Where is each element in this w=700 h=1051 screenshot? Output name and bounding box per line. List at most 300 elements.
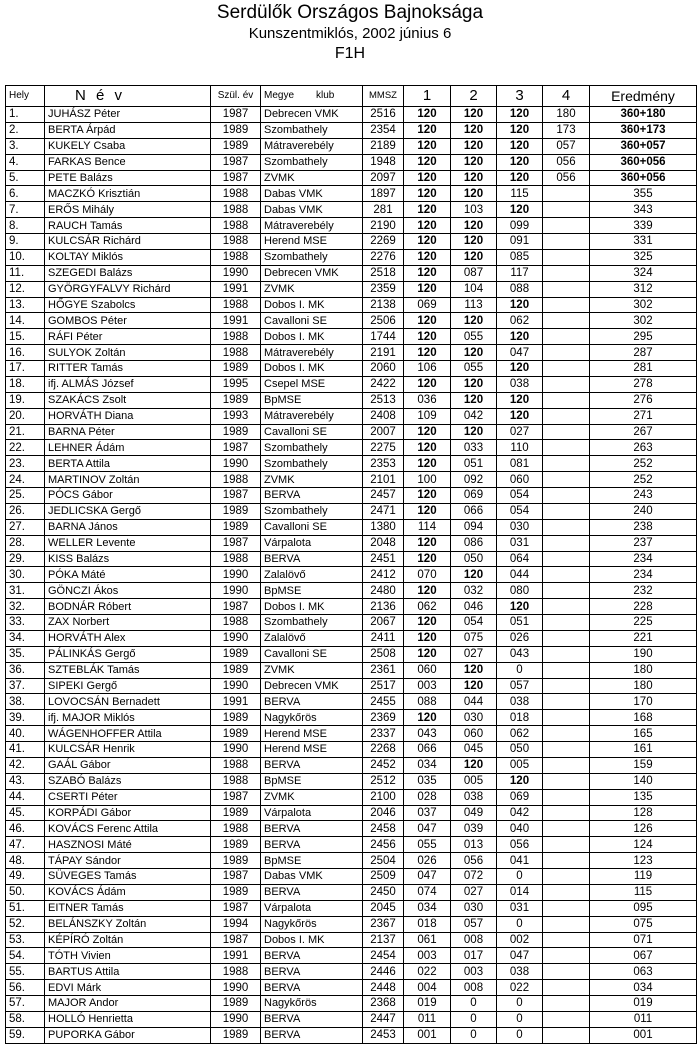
result-cell: 071 [590,932,697,948]
name-cell: HASZNOSI Máté [45,837,211,853]
club-cell: Debrecen VMK [261,678,363,694]
mmsz-cell: 2369 [363,710,404,726]
col-header-szul-ev: Szül. év [211,86,261,107]
round-1-cell: 120 [404,710,451,726]
round-4-cell [543,297,590,313]
round-1-cell: 018 [404,916,451,932]
table-row [6,964,697,980]
round-3-cell: 0 [497,996,543,1012]
round-2-cell: 120 [451,345,497,361]
birth-year-cell: 1988 [211,202,261,218]
place-cell: 20. [6,408,45,424]
club-cell: Dobos I. MK [261,361,363,377]
result-cell: 011 [590,1011,697,1027]
round-3-cell: 062 [497,726,543,742]
round-2-cell: 120 [451,392,497,408]
round-1-cell: 100 [404,472,451,488]
club-cell: Debrecen VMK [261,107,363,123]
round-3-cell: 014 [497,884,543,900]
result-cell: 228 [590,599,697,615]
round-4-cell [543,424,590,440]
round-1-cell: 120 [404,186,451,202]
place-cell: 30. [6,567,45,583]
round-4-cell [543,456,590,472]
club-cell: Debrecen VMK [261,265,363,281]
round-3-cell: 038 [497,694,543,710]
mmsz-cell: 2447 [363,1011,404,1027]
round-2-cell: 033 [451,440,497,456]
table-row [6,567,697,583]
round-1-cell: 114 [404,519,451,535]
table-row [6,107,697,123]
birth-year-cell: 1987 [211,488,261,504]
round-1-cell: 011 [404,1011,451,1027]
name-cell: RITTER Tamás [45,361,211,377]
club-cell: Nagykőrös [261,710,363,726]
table-row [6,821,697,837]
place-cell: 44. [6,789,45,805]
club-cell: BERVA [261,757,363,773]
round-4-cell [543,964,590,980]
round-4-cell [543,710,590,726]
result-cell: 324 [590,265,697,281]
place-cell: 50. [6,884,45,900]
place-cell: 29. [6,551,45,567]
result-cell: 252 [590,472,697,488]
result-cell: 243 [590,488,697,504]
round-3-cell: 026 [497,630,543,646]
round-2-cell: 055 [451,361,497,377]
name-cell: BARNA János [45,519,211,535]
round-2-cell: 069 [451,488,497,504]
table-row [6,615,697,631]
round-2-cell: 113 [451,297,497,313]
name-cell: KUKELY Csaba [45,138,211,154]
round-1-cell: 120 [404,551,451,567]
round-3-cell: 0 [497,1011,543,1027]
round-4-cell [543,281,590,297]
col-header-klub: klub [316,90,335,101]
club-cell: Dobos I. MK [261,329,363,345]
round-2-cell: 051 [451,456,497,472]
place-cell: 26. [6,503,45,519]
club-cell: Szombathely [261,122,363,138]
place-cell: 12. [6,281,45,297]
event-location-date: Kunszentmiklós, 2002 június 6 [248,25,452,42]
result-cell: 115 [590,884,697,900]
place-cell: 2. [6,122,45,138]
col-header-round-3: 3 [497,86,543,107]
club-cell: Mátraverebély [261,345,363,361]
table-row [6,329,697,345]
name-cell: TÁPAY Sándor [45,853,211,869]
round-1-cell: 069 [404,297,451,313]
result-cell: 312 [590,281,697,297]
round-2-cell: 120 [451,138,497,154]
name-cell: SÜVEGES Tamás [45,869,211,885]
round-4-cell [543,884,590,900]
mmsz-cell: 2458 [363,821,404,837]
club-cell: BpMSE [261,392,363,408]
table-row [6,869,697,885]
round-4-cell [543,583,590,599]
club-cell: BERVA [261,948,363,964]
result-cell: 124 [590,837,697,853]
club-cell: Cavalloni SE [261,646,363,662]
table-row [6,138,697,154]
name-cell: GOMBOS Péter [45,313,211,329]
birth-year-cell: 1989 [211,996,261,1012]
round-1-cell: 120 [404,535,451,551]
round-2-cell: 042 [451,408,497,424]
round-3-cell: 069 [497,789,543,805]
round-4-cell [543,202,590,218]
club-cell: Szombathely [261,440,363,456]
round-1-cell: 004 [404,980,451,996]
mmsz-cell: 2189 [363,138,404,154]
club-cell: BpMSE [261,773,363,789]
birth-year-cell: 1989 [211,519,261,535]
name-cell: SZTEBLÁK Tamás [45,662,211,678]
mmsz-cell: 2337 [363,726,404,742]
round-4-cell [543,361,590,377]
round-3-cell: 120 [497,202,543,218]
round-4-cell [543,948,590,964]
mmsz-cell: 281 [363,202,404,218]
place-cell: 9. [6,234,45,250]
round-1-cell: 120 [404,249,451,265]
place-cell: 25. [6,488,45,504]
result-cell: 355 [590,186,697,202]
birth-year-cell: 1989 [211,837,261,853]
place-cell: 11. [6,265,45,281]
birth-year-cell: 1988 [211,345,261,361]
round-3-cell: 027 [497,424,543,440]
mmsz-cell: 2361 [363,662,404,678]
result-cell: 180 [590,678,697,694]
name-cell: HORVÁTH Diana [45,408,211,424]
table-row [6,313,697,329]
name-cell: SULYOK Zoltán [45,345,211,361]
result-cell: 302 [590,313,697,329]
table-row [6,535,697,551]
round-4-cell [543,599,590,615]
place-cell: 27. [6,519,45,535]
result-cell: 287 [590,345,697,361]
place-cell: 4. [6,154,45,170]
birth-year-cell: 1989 [211,1027,261,1043]
place-cell: 8. [6,218,45,234]
birth-year-cell: 1991 [211,694,261,710]
round-1-cell: 120 [404,583,451,599]
round-2-cell: 027 [451,884,497,900]
place-cell: 48. [6,853,45,869]
mmsz-cell: 2518 [363,265,404,281]
mmsz-cell: 2045 [363,900,404,916]
table-row [6,249,697,265]
birth-year-cell: 1990 [211,678,261,694]
club-cell: BERVA [261,821,363,837]
round-1-cell: 120 [404,440,451,456]
round-2-cell: 120 [451,154,497,170]
round-3-cell: 0 [497,1027,543,1043]
result-cell: 237 [590,535,697,551]
round-4-cell [543,615,590,631]
round-3-cell: 018 [497,710,543,726]
result-cell: 234 [590,567,697,583]
mmsz-cell: 2190 [363,218,404,234]
club-cell: BERVA [261,884,363,900]
place-cell: 22. [6,440,45,456]
table-row [6,789,697,805]
result-cell: 302 [590,297,697,313]
round-2-cell: 054 [451,615,497,631]
round-3-cell: 047 [497,948,543,964]
round-1-cell: 074 [404,884,451,900]
birth-year-cell: 1990 [211,583,261,599]
round-3-cell: 117 [497,265,543,281]
mmsz-cell: 2513 [363,392,404,408]
result-cell: 232 [590,583,697,599]
table-row [6,678,697,694]
round-2-cell: 056 [451,853,497,869]
round-2-cell: 104 [451,281,497,297]
birth-year-cell: 1990 [211,1011,261,1027]
round-2-cell: 050 [451,551,497,567]
round-4-cell [543,900,590,916]
name-cell: KULCSÁR Richárd [45,234,211,250]
result-cell: 263 [590,440,697,456]
round-4-cell [543,408,590,424]
club-cell: Szombathely [261,154,363,170]
mmsz-cell: 2268 [363,742,404,758]
birth-year-cell: 1989 [211,646,261,662]
table-row [6,742,697,758]
result-cell: 339 [590,218,697,234]
round-1-cell: 047 [404,869,451,885]
mmsz-cell: 1897 [363,186,404,202]
mmsz-cell: 2517 [363,678,404,694]
result-cell: 278 [590,376,697,392]
mmsz-cell: 2136 [363,599,404,615]
place-cell: 41. [6,742,45,758]
col-header-eredmeny: Eredmény [590,86,697,107]
round-4-cell [543,234,590,250]
birth-year-cell: 1988 [211,551,261,567]
club-cell: BERVA [261,964,363,980]
birth-year-cell: 1987 [211,440,261,456]
place-cell: 35. [6,646,45,662]
club-cell: BERVA [261,1011,363,1027]
result-cell: 234 [590,551,697,567]
club-cell: Várpalota [261,535,363,551]
result-cell: 170 [590,694,697,710]
result-cell: 135 [590,789,697,805]
round-1-cell: 109 [404,408,451,424]
place-cell: 34. [6,630,45,646]
result-cell: 295 [590,329,697,345]
mmsz-cell: 2048 [363,535,404,551]
birth-year-cell: 1993 [211,408,261,424]
table-row [6,265,697,281]
round-1-cell: 035 [404,773,451,789]
birth-year-cell: 1987 [211,599,261,615]
name-cell: KOVÁCS Ádám [45,884,211,900]
round-2-cell: 066 [451,503,497,519]
birth-year-cell: 1994 [211,916,261,932]
mmsz-cell: 2276 [363,249,404,265]
birth-year-cell: 1988 [211,297,261,313]
round-3-cell: 110 [497,440,543,456]
result-cell: 168 [590,710,697,726]
birth-year-cell: 1991 [211,948,261,964]
round-1-cell: 120 [404,154,451,170]
round-4-cell [543,837,590,853]
result-cell: 159 [590,757,697,773]
place-cell: 19. [6,392,45,408]
name-cell: ifj. MAJOR Miklós [45,710,211,726]
place-cell: 43. [6,773,45,789]
birth-year-cell: 1987 [211,789,261,805]
round-1-cell: 120 [404,345,451,361]
round-4-cell: 056 [543,154,590,170]
place-cell: 3. [6,138,45,154]
place-cell: 58. [6,1011,45,1027]
name-cell: PUPORKA Gábor [45,1027,211,1043]
table-header-row [6,86,697,107]
round-3-cell: 042 [497,805,543,821]
round-3-cell: 088 [497,281,543,297]
round-4-cell [543,249,590,265]
round-2-cell: 060 [451,726,497,742]
table-row [6,361,697,377]
table-row [6,583,697,599]
name-cell: BARNA Péter [45,424,211,440]
club-cell: Nagykőrös [261,916,363,932]
result-cell: 123 [590,853,697,869]
table-row [6,662,697,678]
birth-year-cell: 1988 [211,821,261,837]
table-row [6,837,697,853]
result-cell: 360+056 [590,170,697,186]
round-3-cell: 038 [497,376,543,392]
result-cell: 095 [590,900,697,916]
round-3-cell: 120 [497,773,543,789]
round-4-cell [543,472,590,488]
place-cell: 13. [6,297,45,313]
round-2-cell: 072 [451,869,497,885]
round-2-cell: 038 [451,789,497,805]
table-row [6,1011,697,1027]
name-cell: BELÁNSZKY Zoltán [45,916,211,932]
mmsz-cell: 2509 [363,869,404,885]
round-2-cell: 120 [451,678,497,694]
club-cell: Herend MSE [261,726,363,742]
mmsz-cell: 2453 [363,1027,404,1043]
event-category: F1H [334,45,366,62]
place-cell: 10. [6,249,45,265]
birth-year-cell: 1989 [211,122,261,138]
round-4-cell [543,567,590,583]
result-cell: 360+056 [590,154,697,170]
place-cell: 42. [6,757,45,773]
place-cell: 33. [6,615,45,631]
round-3-cell: 054 [497,503,543,519]
round-2-cell: 017 [451,948,497,964]
round-2-cell: 032 [451,583,497,599]
round-4-cell [543,742,590,758]
round-3-cell: 031 [497,900,543,916]
round-4-cell [543,376,590,392]
round-3-cell: 0 [497,662,543,678]
club-cell: Dabas VMK [261,869,363,885]
mmsz-cell: 2100 [363,789,404,805]
round-2-cell: 087 [451,265,497,281]
round-4-cell [543,662,590,678]
place-cell: 21. [6,424,45,440]
col-header-mmsz: MMSZ [363,86,404,107]
name-cell: RAUCH Tamás [45,218,211,234]
table-row [6,948,697,964]
name-cell: TÓTH Vivien [45,948,211,964]
place-cell: 18. [6,376,45,392]
table-row [6,234,697,250]
club-cell: Zalalövő [261,567,363,583]
round-3-cell: 038 [497,964,543,980]
place-cell: 46. [6,821,45,837]
club-cell: BpMSE [261,583,363,599]
birth-year-cell: 1987 [211,869,261,885]
round-1-cell: 047 [404,821,451,837]
club-cell: Mátraverebély [261,408,363,424]
name-cell: HOLLÓ Henrietta [45,1011,211,1027]
table-row [6,757,697,773]
club-cell: Dobos I. MK [261,297,363,313]
place-cell: 53. [6,932,45,948]
round-1-cell: 120 [404,281,451,297]
place-cell: 36. [6,662,45,678]
round-3-cell: 051 [497,615,543,631]
round-2-cell: 120 [451,218,497,234]
table-row [6,345,697,361]
round-3-cell: 120 [497,107,543,123]
table-row [6,519,697,535]
place-cell: 31. [6,583,45,599]
round-4-cell [543,996,590,1012]
round-3-cell: 115 [497,186,543,202]
round-4-cell [543,345,590,361]
round-1-cell: 120 [404,615,451,631]
round-1-cell: 106 [404,361,451,377]
round-3-cell: 120 [497,138,543,154]
name-cell: PÓKA Máté [45,567,211,583]
birth-year-cell: 1988 [211,472,261,488]
birth-year-cell: 1989 [211,726,261,742]
round-4-cell [543,853,590,869]
table-row [6,853,697,869]
name-cell: ifj. ALMÁS József [45,376,211,392]
result-cell: 180 [590,662,697,678]
mmsz-cell: 2354 [363,122,404,138]
birth-year-cell: 1990 [211,742,261,758]
place-cell: 52. [6,916,45,932]
club-cell: BERVA [261,1027,363,1043]
round-3-cell: 057 [497,678,543,694]
name-cell: JEDLICSKA Gergő [45,503,211,519]
club-cell: Mátraverebély [261,218,363,234]
result-cell: 063 [590,964,697,980]
name-cell: BERTA Attila [45,456,211,472]
